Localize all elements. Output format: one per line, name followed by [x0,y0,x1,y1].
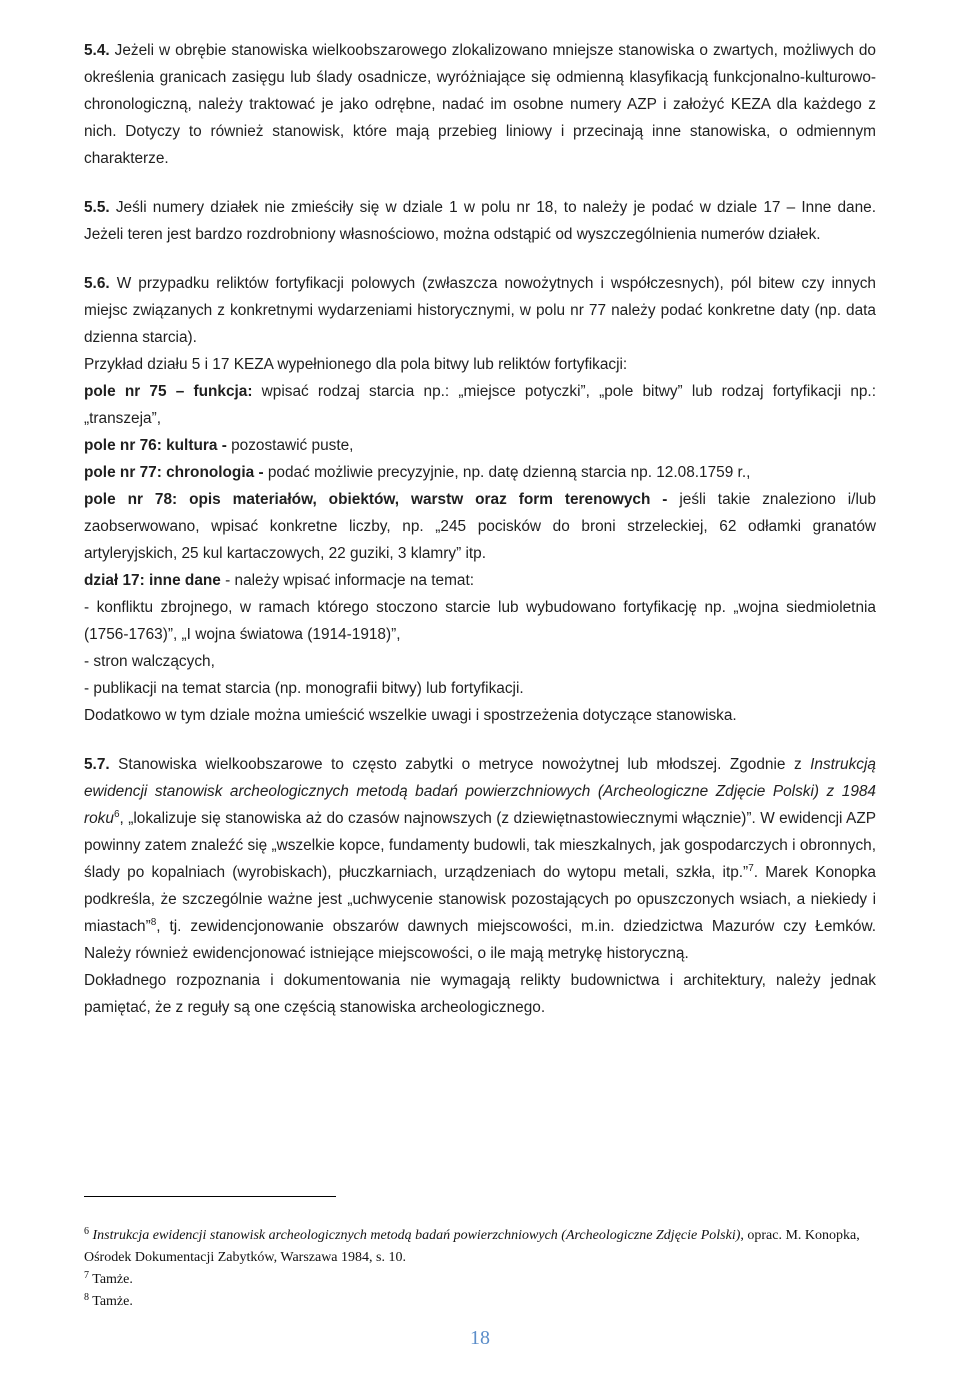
section-5-4 [84,37,876,172]
section-17 [84,567,876,594]
footnote-number: 7 [84,1270,89,1281]
section-number: 5.6. [84,275,110,292]
footnote-text: , oprac. M. Konopka, Ośrodek Dokumentacji Zabytków, Warszawa 1984, s. 10. [84,1228,860,1265]
list-item: - konfliktu zbrojnego, w ramach którego stoczono starcie lub wybudowano fortyfikację np. „wojna siedmioletnia (1756-1763)”, „I wojna światowa (1914-1918)”, [84,599,876,643]
footnote-text: Tamże. [89,1294,133,1309]
footnote-text: Tamże. [89,1272,133,1287]
paragraph-text: Jeśli numery działek nie zmieściły się w dziale 1 w polu nr 18, to należy je podać w dziale 17 – Inne dane. Jeżeli teren jest bardzo rozdrobniony własnościowo, można odstąpić od wyszczególnienia numerów działek. [84,199,876,243]
paragraph-text: , tj. zewidencjonowanie obszarów dawnych miejscowości, m.in. dziedzictwa Mazurów czy Łemków. Należy również ewidencjonować istniejące miejscowości, o ile mają metrykę historyczną. [84,918,876,962]
field-77 [84,459,876,486]
section-5-7 [84,751,876,967]
field-78 [84,486,876,567]
field-label: pole nr 78: opis materiałów, obiektów, warstw oraz form terenowych - [84,491,668,508]
list-item: - publikacji na temat starcia (np. monografii bitwy) lub fortyfikacji. [84,680,524,697]
footnote-7 [84,1269,884,1291]
field-text: - należy wpisać informacje na temat: [220,572,475,589]
paragraph-text: , „lokalizuje się stanowiska aż do czasów najnowszych (z dziewiętnastowiecznymi włącznie)”. W ewidencji AZP powinny zatem znaleźć się „wszelkie kopce, fundamenty budowli, tak mieszkalnych, jak gospodarczych i obronnych, ślady po kopalniach (wyrobiskach), płuczkarniach, urządzeniach do wytopu metali, szkła, itp.” [84,810,876,881]
example-intro: Przykład działu 5 i 17 KEZA wypełnionego dla pola bitwy lub reliktów fortyfikacji: [84,356,628,373]
field-75 [84,378,876,432]
footnotes [84,1225,884,1313]
section-5-6 [84,270,876,351]
body-text [84,37,876,1021]
paragraph-text: W przypadku reliktów fortyfikacji polowych (zwłaszcza nowożytnych i współczesnych), pól bitew czy innych miejsc związanych z konkretnymi wydarzeniami historycznymi, w polu nr 77 należy podać konkretne daty (np. data dzienna starcia). [84,275,876,346]
footnote-8 [84,1291,884,1313]
footnote-number: 6 [84,1226,89,1237]
field-76 [84,432,876,459]
field-label: pole nr 76: kultura - [84,437,227,454]
paragraph-text: . Marek Konopka podkreśla, że szczególnie ważne jest „uchwycenie stanowisk pozostających po opuszczonych wsiach, a niekiedy i miastach” [84,864,876,935]
citation-title: Instrukcją ewidencji stanowisk archeologicznych metodą badań powierzchniowych (Archeologiczne Zdjęcie Polski) z 1984 roku [84,756,876,827]
field-text: jeśli takie znaleziono i/lub zaobserwowano, wpisać konkretne liczby, np. „245 pocisków do broni strzeleckiej, 62 odłamki granatów artyleryjskich, 25 kul kartaczowych, 22 guziki, 3 klamry” itp. [84,491,876,562]
footnote-ref-8[interactable]: 8 [150,917,157,928]
paragraph-text: Jeżeli w obrębie stanowiska wielkoobszarowego zlokalizowano mniejsze stanowiska o zwartych, możliwych do określenia granicach zasięgu lub ślady osadnicze, wyróżniające się odmienną klasyfikacją funkcjonalno-kulturowo-chronologiczną, należy traktować je jako odrębne, nadać im osobne numery AZP i założyć KEZA dla każdego z nich. Dotyczy to również stanowisk, które mają przebieg liniowy i przecinają inne stanowiska, o odmiennym charakterze. [84,42,876,167]
field-text: pozostawić puste, [226,437,354,454]
page-number: 18 [470,1327,490,1349]
paragraph-text: Stanowiska wielkoobszarowe to często zabytki o metryce nowożytnej lub młodszej. Zgodnie z [109,756,811,773]
section-5-5 [84,194,876,248]
closing-text: Dodatkowo w tym dziale można umieścić wszelkie uwagi i spostrzeżenia dotyczące stanowiska. [84,707,737,724]
section-number: 5.5. [84,199,110,216]
section-number: 5.7. [84,756,110,773]
list-item: - stron walczących, [84,653,215,670]
footnote-ref-6[interactable]: 6 [113,809,120,820]
field-text: wpisać rodzaj starcia np.: „miejsce potyczki”, „pole bitwy” lub rodzaj fortyfikacji np.: „transzeja”, [84,383,876,427]
field-label: dział 17: inne dane [84,572,221,589]
footnote-number: 8 [84,1292,89,1303]
field-label: pole nr 75 – funkcja: [84,383,253,400]
field-text: podać możliwie precyzyjnie, np. datę dzienną starcia np. 12.08.1759 r., [263,464,751,481]
section-number: 5.4. [84,42,110,59]
field-label: pole nr 77: chronologia - [84,464,264,481]
footnote-6 [84,1225,884,1269]
footnote-ref-7[interactable]: 7 [748,863,754,874]
paragraph: Dokładnego rozpoznania i dokumentowania nie wymagają relikty budownictwa i architektury, należy jednak pamiętać, że z reguły są one częścią stanowiska archeologicznego. [84,972,876,1016]
footnote-divider [84,1196,336,1197]
footnote-title: Instrukcja ewidencji stanowisk archeologicznych metodą badań powierzchniowych (Archeologiczne Zdjęcie Polski) [92,1228,741,1243]
